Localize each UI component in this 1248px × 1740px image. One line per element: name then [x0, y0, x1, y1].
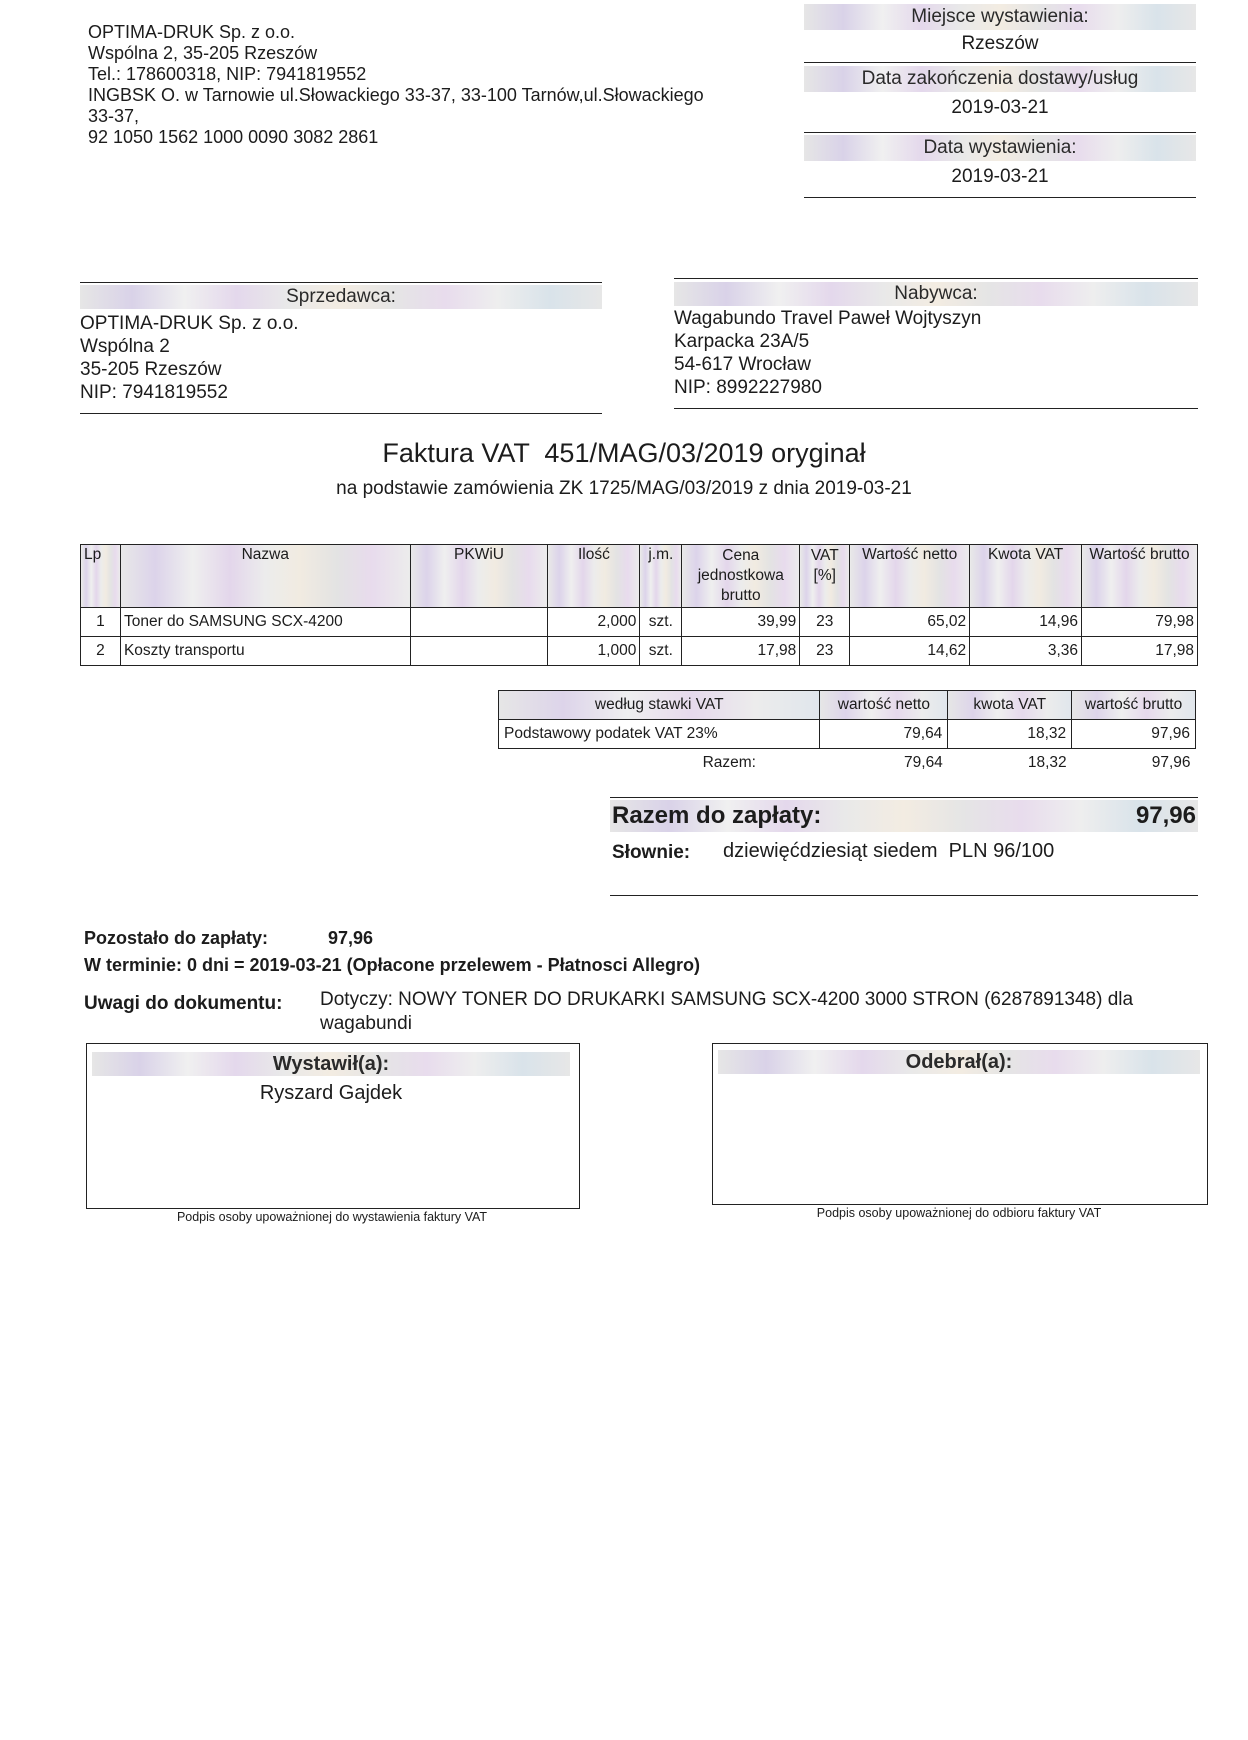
vat-summary-table: [498, 690, 1196, 777]
company-contact: Tel.: 178600318, NIP: 7941819552: [88, 64, 367, 84]
table-row: [499, 720, 1196, 749]
buyer-name: Wagabundo Travel Paweł Wojtyszyn: [674, 308, 982, 329]
buyer-street: Karpacka 23A/5: [674, 331, 810, 352]
cell-unit: szt.: [640, 608, 682, 637]
col-price-line1: Cena: [722, 547, 760, 564]
items-header-row: [81, 545, 1198, 608]
divider: [674, 278, 1198, 279]
cell-lp: 2: [81, 637, 121, 666]
place-value: Rzeszów: [961, 33, 1039, 54]
table-row: [81, 637, 1198, 666]
vat-total-vat: 18,32: [1027, 754, 1067, 771]
payment-term: W terminie: 0 dni = 2019-03-21 (Opłacone przelewem - Płatnosci Allegro): [84, 955, 701, 975]
cell-unit: szt.: [640, 637, 682, 666]
col-vat-line1: VAT: [810, 547, 839, 564]
remaining-value: 97,96: [328, 928, 374, 948]
divider: [804, 132, 1196, 133]
cell-gross: 79,98: [1082, 608, 1198, 637]
col-lp: Lp: [81, 545, 121, 608]
col-pkwiu: PKWiU: [410, 545, 548, 608]
cell-price: 39,99: [682, 608, 800, 637]
cell-pkwiu: [410, 608, 548, 637]
cell-vat-amount: 3,36: [970, 637, 1082, 666]
issue-value: 2019-03-21: [951, 166, 1049, 187]
col-price-line3: brutto: [720, 587, 761, 604]
received-by-caption: Podpis osoby upoważnionej do odbioru faktury VAT: [816, 1206, 1102, 1220]
seller-street: Wspólna 2: [80, 336, 170, 357]
notes-value: [320, 988, 1220, 1036]
buyer-block: [674, 307, 1198, 399]
total-to-pay-value: 97,96: [1135, 802, 1196, 829]
cell-price: 17,98: [682, 637, 800, 666]
col-unit: j.m.: [640, 545, 682, 608]
company-name: OPTIMA-DRUK Sp. z o.o.: [88, 22, 296, 42]
vat-cell-gross: 97,96: [1072, 720, 1196, 749]
invoice-title: Faktura VAT 451/MAG/03/2019 oryginał: [382, 438, 866, 468]
col-qty: Ilość: [548, 545, 640, 608]
cell-vat-amount: 14,96: [970, 608, 1082, 637]
notes-label: Uwagi do dokumentu:: [84, 993, 283, 1014]
items-table: [80, 544, 1198, 666]
delivery-label: Data zakończenia dostawy/usług: [804, 66, 1196, 92]
cell-vat: 23: [800, 637, 850, 666]
divider: [80, 282, 602, 283]
vat-col-net: wartość netto: [820, 691, 948, 720]
seller-city: 35-205 Rzeszów: [80, 359, 222, 380]
buyer-label: Nabywca:: [674, 282, 1198, 306]
company-address: Wspólna 2, 35-205 Rzeszów: [88, 43, 318, 63]
vat-col-rate: według stawki VAT: [499, 691, 820, 720]
divider: [80, 413, 602, 414]
issued-by-caption: Podpis osoby upoważnionej do wystawienia faktury VAT: [176, 1210, 488, 1224]
cell-lp: 1: [81, 608, 121, 637]
issued-by-name: Ryszard Gajdek: [259, 1082, 403, 1104]
issue-label: Data wystawienia:: [804, 135, 1196, 161]
total-to-pay-label: Razem do zapłaty:: [612, 802, 822, 829]
col-name: Nazwa: [120, 545, 410, 608]
divider: [610, 797, 1198, 798]
remaining-label: Pozostało do zapłaty:: [84, 928, 269, 948]
cell-pkwiu: [410, 637, 548, 666]
vat-cell-rate: Podstawowy podatek VAT 23%: [499, 720, 820, 749]
table-row: [81, 608, 1198, 637]
words-label: Słownie:: [612, 842, 691, 863]
notes-line1: Dotyczy: NOWY TONER DO DRUKARKI SAMSUNG SCX-4200 3000 STRON (6287891348) dla: [320, 989, 1134, 1010]
company-bank-line1: INGBSK O. w Tarnowie ul.Słowackiego 33-37, 33-100 Tarnów,ul.Słowackiego: [88, 85, 704, 105]
vat-total-gross: 97,96: [1151, 754, 1191, 771]
seller-block: [80, 312, 602, 404]
vat-col-gross: wartość brutto: [1072, 691, 1196, 720]
col-gross: Wartość brutto: [1082, 545, 1198, 608]
seller-nip: NIP: 7941819552: [80, 382, 228, 403]
divider: [804, 62, 1196, 63]
vat-header-row: [499, 691, 1196, 720]
company-bank-line2: 33-37,: [88, 106, 140, 126]
words-value: dziewięćdziesiąt siedem PLN 96/100: [723, 840, 1055, 862]
col-price-line2: jednostkowa: [697, 567, 784, 584]
vat-cell-vat: 18,32: [948, 720, 1072, 749]
col-vat-amount: Kwota VAT: [970, 545, 1082, 608]
place-label: Miejsce wystawienia:: [804, 4, 1196, 30]
vat-cell-net: 79,64: [820, 720, 948, 749]
cell-qty: 1,000: [548, 637, 640, 666]
col-price: [682, 545, 800, 608]
divider: [804, 197, 1196, 198]
vat-col-vat: kwota VAT: [948, 691, 1072, 720]
col-vat-line2: [%]: [813, 567, 836, 584]
buyer-nip: NIP: 8992227980: [674, 377, 822, 398]
cell-name: Toner do SAMSUNG SCX-4200: [120, 608, 410, 637]
vat-total-row: [499, 749, 1196, 778]
issued-by-label: Wystawił(a):: [92, 1052, 570, 1076]
cell-gross: 17,98: [1082, 637, 1198, 666]
company-account: 92 1050 1562 1000 0090 3082 2861: [88, 127, 379, 147]
cell-vat: 23: [800, 608, 850, 637]
buyer-city: 54-617 Wrocław: [674, 354, 811, 375]
cell-net: 14,62: [850, 637, 970, 666]
col-vat: [800, 545, 850, 608]
received-by-label: Odebrał(a):: [718, 1050, 1200, 1074]
vat-total-net: 79,64: [904, 754, 943, 771]
cell-name: Koszty transportu: [120, 637, 410, 666]
col-net: Wartość netto: [850, 545, 970, 608]
company-info: [88, 22, 808, 148]
cell-net: 65,02: [850, 608, 970, 637]
divider: [674, 408, 1198, 409]
invoice-subtitle: na podstawie zamówienia ZK 1725/MAG/03/2019 z dnia 2019-03-21: [336, 478, 912, 499]
notes-line2: wagabundi: [320, 1013, 412, 1034]
cell-qty: 2,000: [548, 608, 640, 637]
seller-name: OPTIMA-DRUK Sp. z o.o.: [80, 313, 299, 334]
delivery-value: 2019-03-21: [951, 97, 1049, 118]
divider: [610, 895, 1198, 896]
seller-label: Sprzedawca:: [80, 285, 602, 309]
vat-total-label: Razem:: [702, 754, 756, 771]
